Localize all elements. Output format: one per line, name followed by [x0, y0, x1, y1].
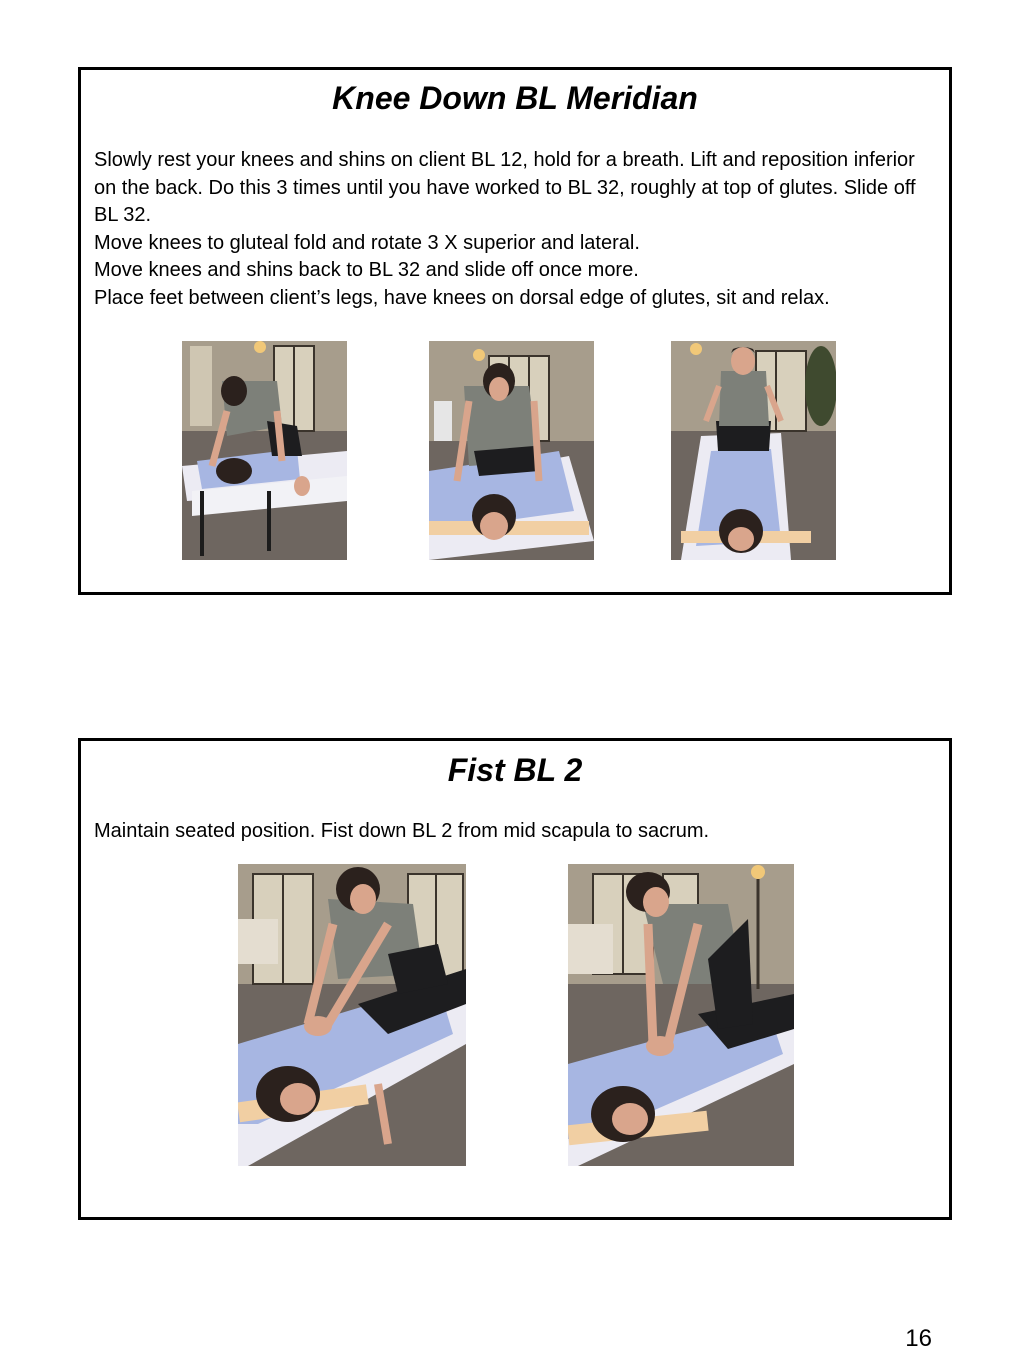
- section-title: Knee Down BL Meridian: [332, 80, 698, 116]
- page-number: 16: [905, 1325, 932, 1352]
- photo-knees-reposition: [429, 341, 594, 560]
- photo-seated-relax: [671, 341, 836, 560]
- photo-knees-on-back: [182, 341, 347, 560]
- section-title: Fist BL 2: [447, 752, 583, 788]
- photo-fist-to-sacrum: [568, 864, 794, 1166]
- instruction-line: Place feet between client’s legs, have knees on dorsal edge of glutes, sit and relax.: [94, 286, 830, 309]
- knee-down-section: [78, 67, 952, 595]
- instruction-line: Move knees and shins back to BL 32 and slide off once more.: [94, 259, 639, 281]
- section-instructions: [94, 818, 939, 846]
- instruction-line: Maintain seated position. Fist down BL 2 from mid scapula to sacrum.: [94, 820, 710, 842]
- fist-bl2-section: [78, 738, 952, 1220]
- photo-fist-mid-scapula: [238, 864, 466, 1166]
- instruction-line: Slowly rest your knees and shins on client BL 12, hold for a breath. Lift and reposition inferior on the back. Do this 3 times until you have worked to BL 32, roughly at top of glutes. Slide off BL 32.: [94, 149, 916, 226]
- instruction-line: Move knees to gluteal fold and rotate 3 X superior and lateral.: [94, 231, 640, 254]
- section-instructions: [94, 147, 939, 312]
